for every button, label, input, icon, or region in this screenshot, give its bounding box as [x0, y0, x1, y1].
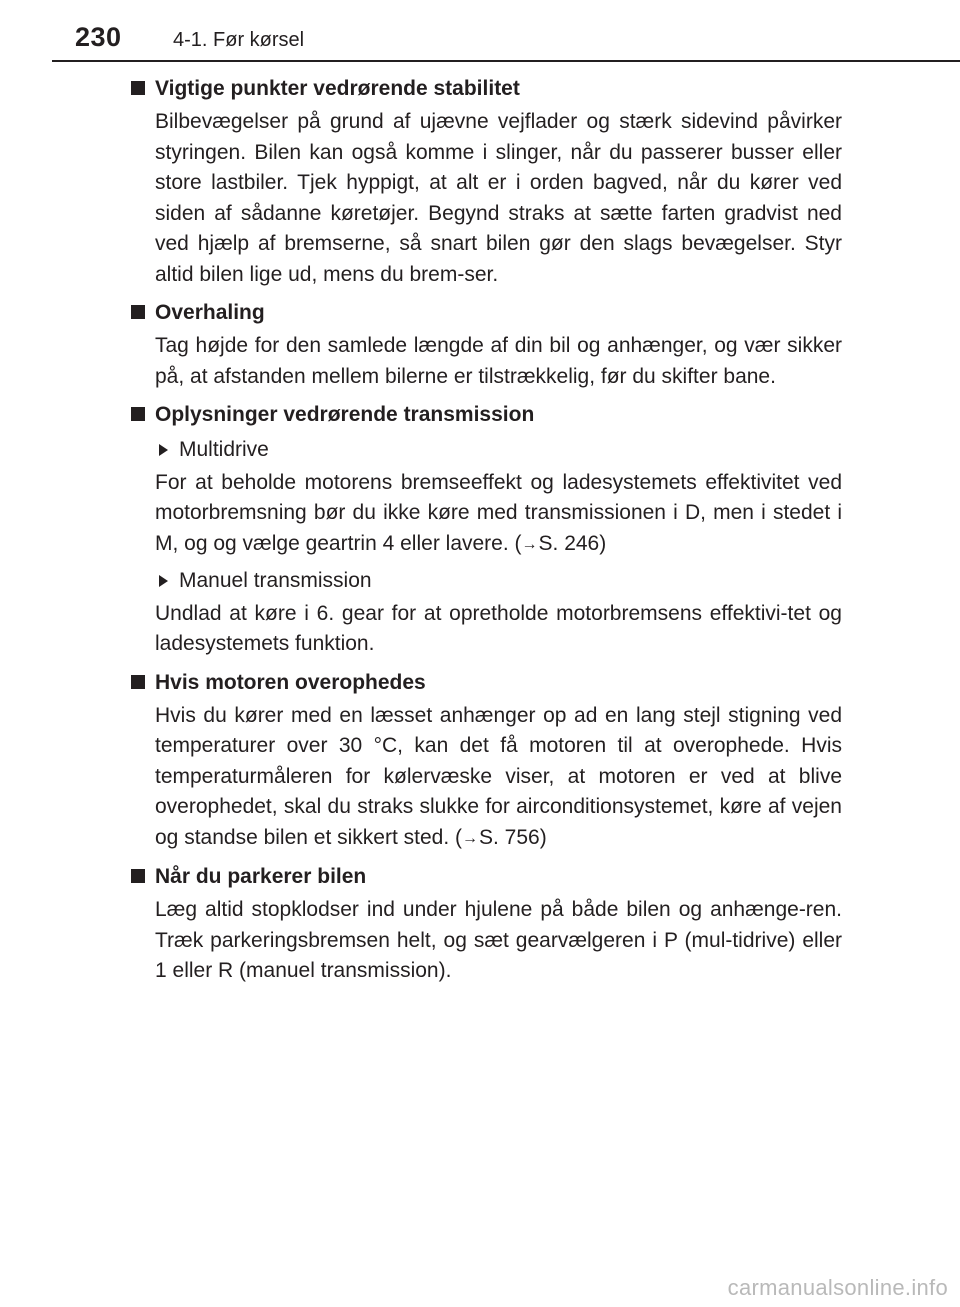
paragraph-multidrive	[128, 468, 842, 561]
paragraph-text: )	[539, 825, 547, 849]
paragraph-manual-transmission: Undlad at køre i 6. gear for at opretholde motorbremsens effektivi-tet og ladesystemets funktion.	[155, 601, 842, 655]
square-bullet-icon	[131, 675, 145, 689]
header-divider	[52, 60, 960, 62]
paragraph-text: Hvis du kører med en læsset anhænger op ad en lang stejl stigning ved temperaturer over 30 °C, kan det få motoren til at overophede. Hvis temperaturmåleren for kølervæske viser, at motoren er ved at blive overophedet, skal du straks slukke for airconditionsystemet, køre af vejen og standse bilen et sikkert sted. (	[155, 703, 842, 849]
paragraph-overtaking: Tag højde for den samlede længde af din bil og anhænger, og vær sikker på, at afstanden mellem bilerne er tilstrækkelig, før du skifter bane.	[155, 334, 842, 388]
paragraph-text: )	[599, 531, 607, 555]
heading-text: Vigtige punkter vedrørende stabilitet	[155, 77, 520, 100]
subheading-text: Multidrive	[179, 438, 269, 461]
page-number: 230	[75, 22, 122, 52]
paragraph-parking: Læg altid stopklodser ind under hjulene på både bilen og anhænge-ren. Træk parkeringsbremsen helt, og sæt gearvælgeren i P (mul-tidrive) eller 1 eller R (manuel transmission).	[155, 898, 842, 982]
heading-overheating	[128, 666, 842, 699]
watermark: carmanualsonline.info	[727, 1275, 948, 1300]
heading-text: Hvis motoren overophedes	[155, 670, 426, 694]
paragraph-stability: Bilbevægelser på grund af ujævne vejflader og stærk sidevind påvirker styringen. Bilen kan også komme i slinger, når du passerer busser eller store lastbiler. Tjek hyppigt, at alt er i orden bagved, når du kører ved siden af sådanne køretøjer. Begynd straks at sætte farten gradvist ned ved hjælp af bremserne, så snart bilen gør den slags bevægelser. Styr altid bilen lige ud, mens du brem-ser.	[155, 110, 842, 286]
section-title: 4-1. Før kørsel	[173, 29, 305, 51]
triangle-bullet-icon	[159, 575, 168, 587]
page-reference-link[interactable]: S. 246	[538, 531, 600, 555]
square-bullet-icon	[131, 305, 145, 319]
heading-parking	[128, 860, 842, 893]
square-bullet-icon	[131, 407, 145, 421]
heading-transmission	[128, 398, 842, 431]
heading-overtaking	[128, 296, 842, 329]
square-bullet-icon	[131, 81, 145, 95]
subheading-text: Manuel transmission	[179, 569, 372, 592]
paragraph-overheating	[128, 701, 842, 855]
triangle-bullet-icon	[159, 444, 168, 456]
square-bullet-icon	[131, 869, 145, 883]
arrow-right-icon: →	[462, 829, 478, 847]
subheading-multidrive	[128, 435, 842, 466]
page-reference-link[interactable]: S. 756	[479, 825, 540, 849]
heading-text: Overhaling	[155, 301, 265, 324]
paragraph-text: For at beholde motorens bremseeffekt og ladesystemets effektivitet ved motorbremsning bør du ikke køre med transmissionen i D, men i stedet i M, og og vælge geartrin 4 eller lavere. (	[155, 470, 842, 555]
page-content	[128, 72, 842, 993]
heading-text: Når du parkerer bilen	[155, 865, 367, 888]
arrow-right-icon: →	[521, 535, 538, 553]
subheading-manual-transmission	[128, 566, 842, 597]
heading-text: Oplysninger vedrørende transmission	[155, 403, 535, 426]
heading-stability	[128, 72, 842, 105]
